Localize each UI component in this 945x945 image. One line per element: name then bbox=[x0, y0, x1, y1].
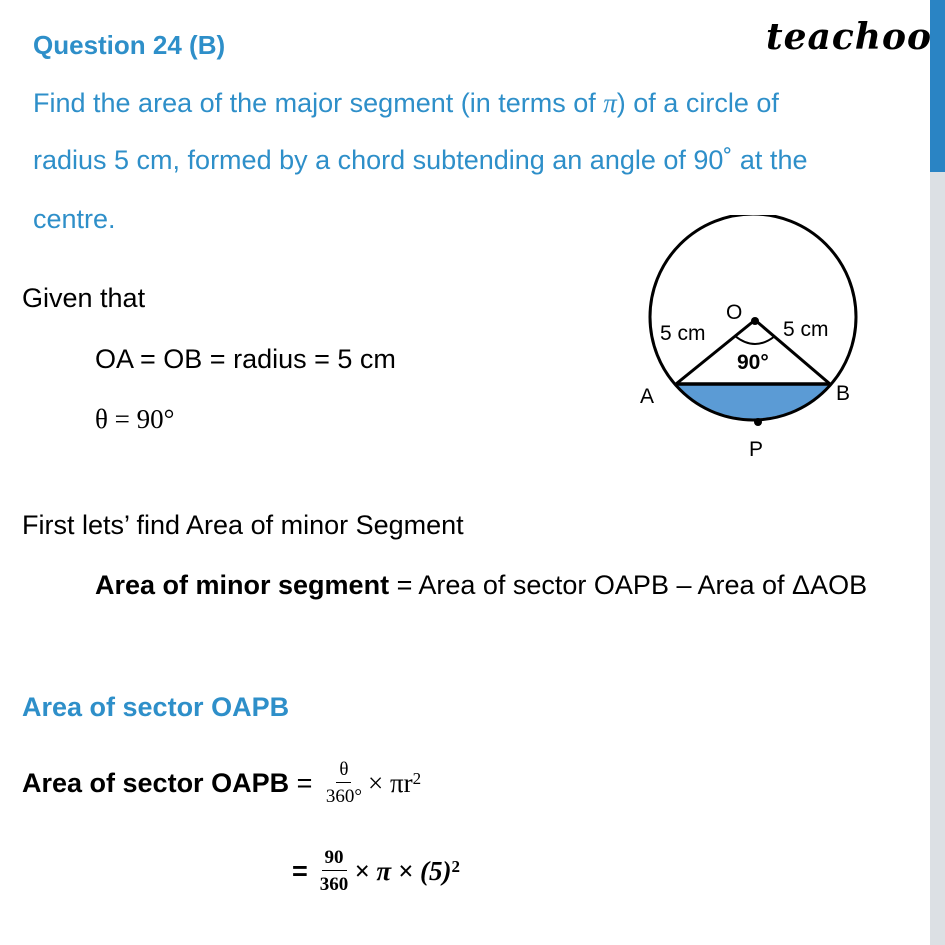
sector-formula: Area of sector OAPB = $\frac{\theta}{360^\circ}$ × πr $^2$ bbox=[22, 759, 422, 807]
given-radius: OA = OB = radius = 5 cm bbox=[95, 344, 396, 374]
point-p bbox=[754, 418, 762, 426]
sector-calc: = $\frac{90}{360}$ × π × (5) $^2$ bbox=[292, 847, 461, 895]
step-intro: First lets’ find Area of minor Segment bbox=[22, 510, 464, 540]
teachoo-logo: teachoo bbox=[766, 16, 932, 58]
label-a: A bbox=[640, 385, 655, 408]
question-line-1: Find the area of the major segment (in terms of π) of a circle of bbox=[33, 88, 779, 118]
given-theta: θ = 90° bbox=[95, 404, 175, 434]
circle-diagram bbox=[620, 215, 880, 475]
given-heading: Given that bbox=[22, 283, 146, 313]
ninety-over-360-fraction: $\frac{90}{360}$ bbox=[319, 847, 349, 895]
label-o: O bbox=[726, 301, 743, 324]
question-line-2: radius 5 cm, formed by a chord subtending an angle of 90˚ at the bbox=[33, 145, 808, 175]
label-b: B bbox=[836, 382, 851, 405]
page-scroll-indicator bbox=[930, 0, 945, 172]
center-point-o bbox=[751, 317, 759, 325]
theta-over-360-fraction: $\frac{\theta}{360^\circ}$ bbox=[325, 759, 362, 807]
label-ob-length: 5 cm bbox=[783, 318, 829, 341]
question-number: Question 24 (B) bbox=[33, 30, 226, 60]
minor-segment-formula: Area of minor segment = Area of sector OAPB – Area of ΔAOB bbox=[95, 570, 868, 600]
angle-arc bbox=[735, 336, 775, 344]
label-angle: 90° bbox=[737, 351, 769, 374]
question-line-3: centre. bbox=[33, 204, 116, 234]
sector-heading: Area of sector OAPB bbox=[22, 692, 290, 722]
label-p: P bbox=[749, 438, 764, 461]
minor-segment-shade bbox=[676, 384, 830, 419]
label-oa-length: 5 cm bbox=[660, 322, 706, 345]
